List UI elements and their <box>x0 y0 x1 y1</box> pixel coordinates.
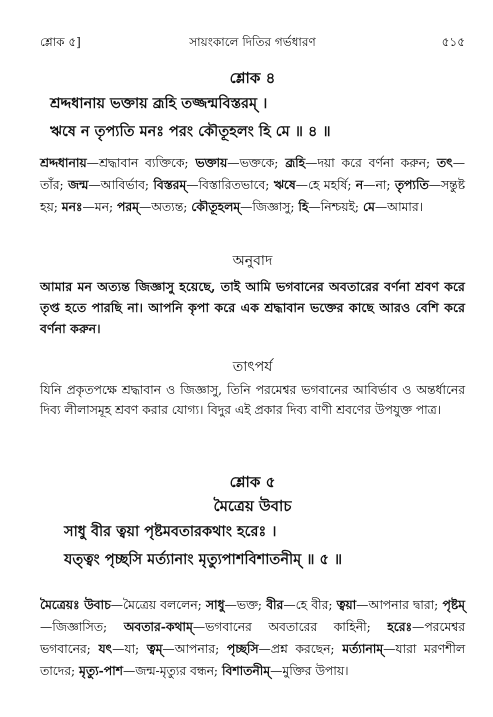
page-number: ৫১৫ <box>441 35 465 49</box>
verse-4-heading: শ্লোক ৪ <box>229 69 276 87</box>
synonym-meaning: পরমেশ্বর ভগবানের; <box>40 620 465 656</box>
running-head <box>40 34 465 54</box>
translation-heading: অনুবাদ <box>232 253 273 269</box>
purport-text: যিনি প্রকৃতপক্ষে শ্রদ্ধাবান ও জিজ্ঞাসু, তিনি পরমেশ্বর ভগবানের আবির্ভাব ও অন্তর্ধানের দিব্য লীলাসমূহ শ্রবণ করার যোগ্য। বিদুর এই প্রকার দিব্য বাণী শ্রবণের উপযুক্ত পাত্র। <box>40 383 465 417</box>
synonym-word: ব্রূহি <box>285 155 306 170</box>
synonym-meaning: জিজ্ঞাসিত; <box>52 620 124 634</box>
synonym-meaning: মৈত্রেয় বললেন; <box>123 598 206 612</box>
verse-4-line-2: ঋষে ন তৃপ্যতি মনঃ পরং কৌতূহলং হি মে ॥ ৪ ॥ <box>50 123 331 140</box>
synonym-word: পৃষ্টম্ <box>442 597 466 612</box>
synonym-meaning: হে বীর; <box>295 598 337 612</box>
synonym-meaning: ভক্তকে; <box>239 156 286 170</box>
synonym-word: মর্ত্যানাম্ <box>342 641 384 656</box>
synonym-meaning: যারা মরণশীল তাদের; <box>40 642 466 678</box>
synonym-word: মৃত্যু-পাশ <box>79 663 123 678</box>
header-chapter-title: সায়ংকালে দিতির গর্ভধারণ <box>189 35 316 49</box>
synonym-word: অবতার-কথাম্ <box>123 619 193 634</box>
synonym-word: বিশাতনীম্ <box>221 663 271 678</box>
synonym-word: হরেঃ <box>387 619 413 634</box>
synonym-word: হি <box>298 199 309 214</box>
verse-4-line-1: শ্রদ্দধানায় ভক্তায় ব্রূহি তজ্জন্মবিস্তরম্ । <box>50 95 268 112</box>
synonym-word: পৃচ্ছসি <box>226 641 259 656</box>
purport-4 <box>40 358 465 420</box>
synonym-meaning: অত্যন্ত; <box>151 200 192 214</box>
synonym-word: মৈত্রেয়ঃ উবাচ <box>40 597 111 612</box>
verse-4-text <box>40 90 465 146</box>
synonym-meaning: শ্রদ্ধাবান ব্যক্তিকে; <box>98 156 196 170</box>
synonym-word: ভক্তায় <box>195 155 228 170</box>
verse-5-text <box>40 518 465 574</box>
synonym-meaning: আবির্ভাব; <box>100 178 154 192</box>
synonym-meaning: ভগবানের অবতারের কাহিনী; <box>205 620 388 634</box>
synonym-word: পরম্ <box>117 199 139 214</box>
synonym-word: বীর <box>266 597 284 612</box>
synonym-word: বিস্তরম্ <box>153 177 187 192</box>
synonym-meaning: যা; <box>124 642 147 656</box>
synonym-meaning: জিজ্ঞাসু; <box>252 200 299 214</box>
synonym-meaning: দয়া করে বর্ণনা করুন; <box>317 156 437 170</box>
verse-5-line-2: যত্ত্বং পৃচ্ছসি মর্ত্যানাং মৃত্যুপাশবিশাতনীম্ ॥ ৫ ॥ <box>64 551 343 568</box>
synonym-word: ত্বয়া <box>336 597 357 612</box>
synonym-meaning: ভক্ত; <box>236 598 267 612</box>
header-verse-ref: শ্লোক ৫] <box>40 35 81 49</box>
synonym-meaning: জন্ম-মৃত্যুর বন্ধন; <box>135 664 222 678</box>
verse-5-heading: শ্লোক ৫ <box>229 473 276 491</box>
synonym-meaning: আমার। <box>387 200 424 214</box>
synonym-meaning: মন; <box>94 200 118 214</box>
synonym-meaning: আপনার; <box>174 642 227 656</box>
synonym-word: জন্ম <box>68 177 89 192</box>
verse-5-line-1: সাধু বীর ত্বয়া পৃষ্টমবতারকথাং হরেঃ । <box>64 523 277 540</box>
synonym-word: মনঃ <box>61 199 83 214</box>
synonym-word: ন <box>355 177 364 192</box>
verse-4 <box>40 68 465 146</box>
synonym-word: সাধু <box>205 597 225 612</box>
synonym-meaning: বিস্তারিতভাবে; <box>198 178 274 192</box>
synonym-meaning: প্রশ্ন করছেন; <box>270 642 343 656</box>
synonym-meaning: না; <box>375 178 395 192</box>
synonym-word: মে <box>362 199 375 214</box>
synonym-meaning: সন্তুষ্ট হয়; <box>40 178 465 214</box>
verse-5 <box>40 472 465 574</box>
verse-5-speaker: মৈত্রেয় উবাচ <box>213 497 292 515</box>
synonym-meaning: মুক্তির উপায়। <box>282 664 349 678</box>
synonym-meaning: হে মহর্ষি; <box>307 178 356 192</box>
synonym-word: ঋষে <box>273 177 296 192</box>
synonym-word: তৎ <box>436 155 453 170</box>
synonym-word: শ্রদ্দধানায় <box>40 155 87 170</box>
synonym-word: কৌতূহলম্ <box>191 199 241 214</box>
synonyms-4: শ্রদ্দধানায়—শ্রদ্ধাবান ব্যক্তিকে; ভক্তায়—ভক্তকে; ব্রূহি—দয়া করে বর্ণনা করুন; তৎ—তাঁর; জন্ম—আবির্ভাব; বিস্তরম্—বিস্তারিতভাবে; ঋষে—হে মহর্ষি; ন—না; তৃপ্যতি—সন্তুষ্ট হয়; মনঃ—মন; পরম্—অত্যন্ত; কৌতূহলম্—জিজ্ঞাসু; হি—নিশ্চয়ই; মে—আমার। <box>40 155 465 214</box>
synonym-word: যৎ <box>98 641 113 656</box>
synonyms-5: মৈত্রেয়ঃ উবাচ—মৈত্রেয় বললেন; সাধু—ভক্ত; বীর—হে বীর; ত্বয়া—আপনার দ্বারা; পৃষ্টম্—জিজ্ঞাসিত; অবতার-কথাম্—ভগবানের অবতারের কাহিনী; হরেঃ—পরমেশ্বর ভগবানের; যৎ—যা; ত্বম্—আপনার; পৃচ্ছসি—প্রশ্ন করছেন; মর্ত্যানাম্—যারা মরণশীল তাদের; মৃত্যু-পাশ—জন্ম-মৃত্যুর বন্ধন; বিশাতনীম্—মুক্তির উপায়। <box>40 597 466 678</box>
translation-4 <box>40 252 465 339</box>
synonym-meaning: নিশ্চয়ই; <box>320 200 363 214</box>
synonym-word: তৃপ্যতি <box>394 177 429 192</box>
synonym-meaning: তাঁর; <box>40 178 69 192</box>
synonym-meaning: আপনার দ্বারা; <box>368 598 443 612</box>
purport-heading: তাৎপর্য <box>232 359 273 375</box>
synonym-word: ত্বম্ <box>146 641 163 656</box>
translation-text: আমার মন অত্যন্ত জিজ্ঞাসু হয়েছে, তাই আমি ভগবানের অবতারের বর্ণনা শ্রবণ করে তৃপ্ত হতে পারছি না। আপনি কৃপা করে এক শ্রদ্ধাবান ভক্তের কাছে আরও বেশি করে বর্ণনা করুন। <box>40 279 465 336</box>
